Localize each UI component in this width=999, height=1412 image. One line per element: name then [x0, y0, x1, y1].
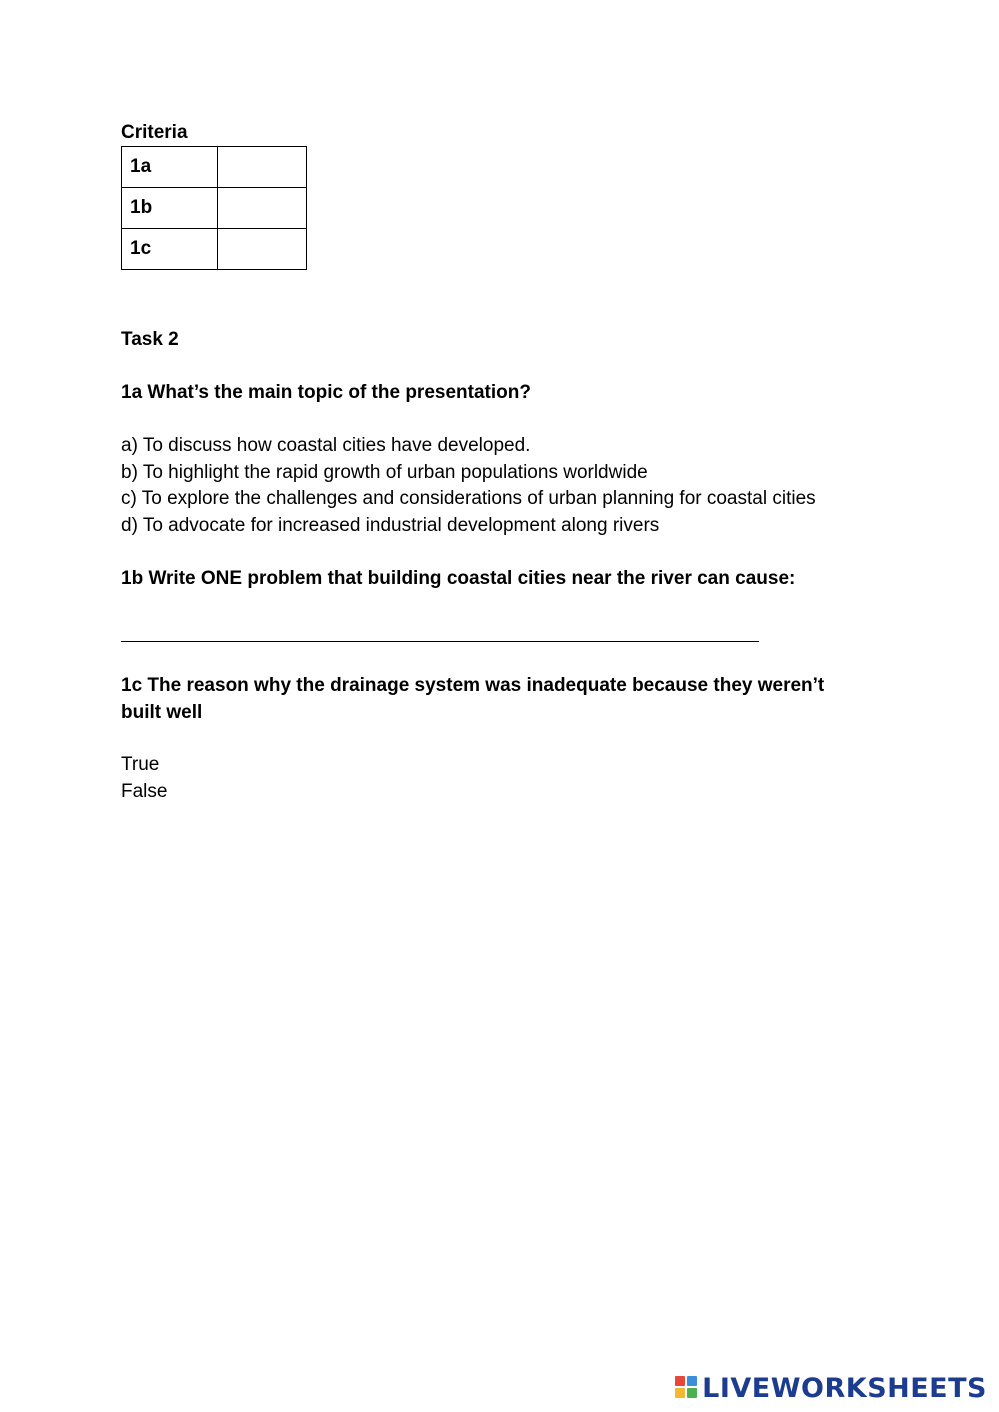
- logo-square-icon: [675, 1388, 685, 1398]
- brand-name: LIVEWORKSHEETS: [702, 1372, 987, 1404]
- logo-square-icon: [687, 1388, 697, 1398]
- task-title: Task 2: [121, 329, 179, 350]
- option-c[interactable]: c) To explore the challenges and considerations of urban planning for coastal cities: [121, 488, 816, 510]
- criteria-title: Criteria: [121, 122, 188, 143]
- question-1c-line1: 1c The reason why the drainage system was inadequate because they weren’t: [121, 675, 825, 696]
- option-true[interactable]: True: [121, 754, 160, 775]
- liveworksheets-brand: [675, 1372, 987, 1404]
- question-1a: 1a What’s the main topic of the presentation?: [121, 382, 531, 403]
- question-1c-line2: built well: [121, 701, 203, 723]
- criteria-label: 1c: [122, 229, 218, 270]
- option-d[interactable]: d) To advocate for increased industrial development along rivers: [121, 515, 660, 537]
- criteria-score-cell: [218, 147, 307, 188]
- question-1a-options: [121, 433, 816, 540]
- option-b[interactable]: b) To highlight the rapid growth of urban populations worldwide: [121, 461, 648, 483]
- question-1c-options: [121, 752, 167, 805]
- criteria-table: [121, 146, 307, 270]
- logo-square-icon: [675, 1376, 685, 1386]
- criteria-score-cell: [218, 188, 307, 229]
- question-1b: 1b Write ONE problem that building coastal cities near the river can cause:: [121, 568, 796, 589]
- option-a[interactable]: a) To discuss how coastal cities have developed.: [121, 435, 531, 456]
- criteria-row: [122, 147, 307, 188]
- criteria-row: [122, 229, 307, 270]
- option-false[interactable]: False: [121, 780, 168, 802]
- criteria-label: 1b: [122, 188, 218, 229]
- answer-line-1b[interactable]: [121, 641, 759, 642]
- criteria-label: 1a: [122, 147, 218, 188]
- question-1c: [121, 673, 824, 726]
- criteria-row: [122, 188, 307, 229]
- logo-square-icon: [687, 1376, 697, 1386]
- liveworksheets-logo-icon: [675, 1376, 699, 1400]
- criteria-score-cell: [218, 229, 307, 270]
